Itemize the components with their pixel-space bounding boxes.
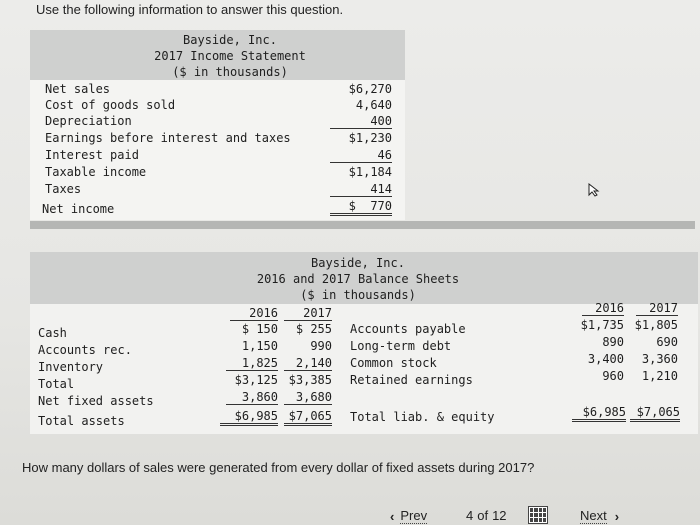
income-value: $1,184 [348,165,392,179]
page-indicator [466,508,507,523]
liability-2017: 3,360 [641,352,678,366]
asset-2016: $ 150 [241,322,278,336]
liability-label: Long-term debt [350,339,452,353]
assets-year-2017: 2017 [284,306,332,321]
question-grid-icon[interactable] [528,506,548,524]
assets-year-2016: 2016 [230,306,278,321]
asset-label: Total [38,377,75,391]
balance-title: 2016 and 2017 Balance Sheets [256,272,460,286]
asset-2017: 990 [310,339,332,353]
chevron-left-icon: ‹ [390,508,395,524]
asset-2017: $ 255 [295,322,332,336]
question-text: How many dollars of sales were generated from every dollar of fixed assets during 2017? [22,460,535,475]
asset-label: Net fixed assets [38,394,154,408]
income-label: Net sales [45,82,111,96]
liability-2016: $6,985 [572,405,626,422]
income-units: ($ in thousands) [172,65,288,79]
asset-2017: $7,065 [284,409,332,426]
liability-2016: 960 [602,369,624,383]
prev-label: Prev [400,508,428,523]
liability-2017: 1,210 [641,369,678,383]
balance-company: Bayside, Inc. [311,256,405,270]
income-title: 2017 Income Statement [154,49,306,63]
income-value: 4,640 [355,98,392,112]
balance-units: ($ in thousands) [300,288,416,302]
asset-2016: $3,125 [234,373,278,387]
income-label: Earnings before interest and taxes [45,131,291,145]
asset-2017: 3,680 [284,390,332,405]
asset-2017: 2,140 [284,356,332,371]
divider-bar [30,221,695,229]
asset-label: Accounts rec. [38,343,132,357]
liability-2017: 690 [656,335,678,349]
income-label: Net income [42,202,115,216]
asset-2016: $6,985 [220,409,278,426]
liability-2017: $1,805 [634,318,678,332]
liab-year-2017: 2017 [636,301,678,316]
liability-2017: $7,065 [630,405,680,422]
asset-label: Inventory [38,360,104,374]
asset-2016: 1,825 [226,356,278,371]
income-label: Depreciation [45,114,132,128]
income-value: 400 [330,114,392,129]
income-value: 414 [330,182,392,197]
asset-label: Cash [38,326,67,340]
page-current: 4 [466,508,474,523]
liab-year-2016: 2016 [582,301,624,316]
liability-2016: $1,735 [580,318,624,332]
income-value: $6,270 [348,82,392,96]
asset-2016: 3,860 [226,390,278,405]
next-label: Next [580,508,607,523]
income-label: Taxable income [45,165,147,179]
liability-label: Retained earnings [350,373,473,387]
liability-label: Total liab. & equity [350,410,495,424]
income-label: Cost of goods sold [45,98,176,112]
next-button[interactable] [580,508,619,524]
income-label: Taxes [45,182,82,196]
income-value: $ 770 [330,199,392,216]
income-label: Interest paid [45,148,139,162]
liability-2016: 890 [602,335,624,349]
page-total: 12 [492,508,507,523]
asset-2017: $3,385 [288,373,332,387]
income-value: 46 [330,148,392,163]
mouse-cursor-icon [588,183,600,197]
liability-label: Common stock [350,356,437,370]
page-of: of [477,508,489,523]
instruction-text: Use the following information to answer this question. [36,2,344,17]
prev-button[interactable] [390,508,427,524]
liability-label: Accounts payable [350,322,466,336]
asset-2016: 1,150 [241,339,278,353]
asset-label: Total assets [38,414,125,428]
income-value: $1,230 [348,131,392,145]
chevron-right-icon: › [614,508,620,524]
liability-2016: 3,400 [587,352,624,366]
income-company: Bayside, Inc. [183,33,277,47]
